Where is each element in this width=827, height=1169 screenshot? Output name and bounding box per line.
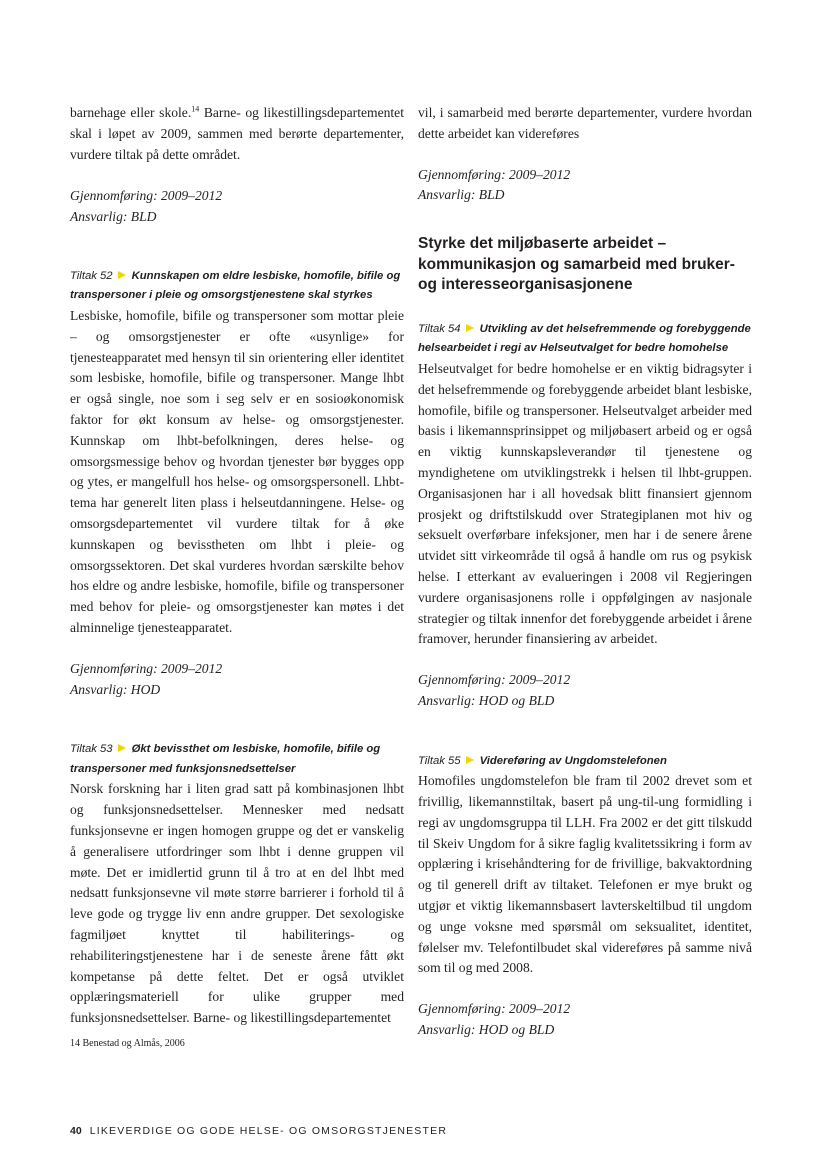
tiltak-number: Tiltak 54 — [418, 322, 461, 335]
footnote-ref: 14 — [191, 104, 200, 114]
intro-paragraph: barnehage eller skole.$^{14}$ Barne- og likestillingsdepartementet skal i løpet av 2009, sammen med berørte departementer, vurdere tiltak på dette området. — [70, 104, 404, 162]
right-column — [418, 103, 752, 1041]
responsible-party: Ansvarlig: HOD og BLD — [418, 1021, 555, 1037]
page-footer — [70, 1125, 447, 1137]
tiltak-title: Videreføring av Ungdomstelefonen — [479, 754, 667, 767]
tiltak-53-body: Norsk forskning har i liten grad satt på kombinasjonen lhbt og funksjonsnedsettelser. Mennesker med nedsatt funksjonsevne er ingen homogen gruppe og det er vanskelig å generalisere utfordringer som lhbt i denne gruppen vil møte. Det er imidlertid grunn til å tro at en del lhbt med nedsatt funksjonsevne vil møte større barrierer i forhold til å leve gode og trygge liv enn andre grupper. Det sexologiske fagmiljøet knyttet til habiliterings- og rehabiliteringstjenestene har i de seneste årene fått økt kompetanse på dette feltet. Det er også utviklet opplæringsmateriell for ulike grupper med funksjonsnedsettelser. Barne- og likestillingsdepartementet — [70, 781, 404, 1026]
tiltak-55-body: Homofiles ungdomstelefon ble fram til 2002 drevet som et frivillig, likemannstiltak, basert på ung-til-ung formidling i regi av ungdomsgruppa til LLH. Fra 2002 er det gitt tilskudd til Skeiv Ungdom for å sikre faglig kvalitetssikring i form av opplæring i krisehåndtering for de frivillige, bakvaktordning og til generell drift av tiltaket. Telefonen er mye brukt og utgjør et viktig likemannsbasert lavterskeltilbud til ungdom og unge voksne med spørsmål om seksualitet, identitet, følelser mv. Telefontilbudet skal videreføres på samme nivå som til og med 2008. — [418, 773, 752, 976]
footnote: 14 Benestad og Almås, 2006 — [70, 1037, 185, 1049]
implementation-period: Gjennomføring: 2009–2012 — [70, 660, 223, 676]
continuation-paragraph: vil, i samarbeid med berørte departementer, vurdere hvordan dette arbeidet kan videreføres — [418, 105, 752, 141]
implementation-period: Gjennomføring: 2009–2012 — [418, 1001, 571, 1017]
tiltak-title: Kunnskapen om eldre lesbiske, homofile, bifile og transpersoner i pleie og omsorgstjenestene skal styrkes — [70, 269, 401, 302]
responsible-party: Ansvarlig: BLD — [418, 187, 505, 203]
left-column — [70, 103, 404, 1051]
tiltak-number: Tiltak 52 — [70, 269, 113, 282]
section-heading: Styrke det miljøbaserte arbeidet – kommunikasjon og samarbeid med bruker- og interesseorganisasjonene — [418, 235, 735, 294]
implementation-period: Gjennomføring: 2009–2012 — [418, 166, 571, 182]
tiltak-54-body: Helseutvalget for bedre homohelse er en viktig bidragsyter i det helsefremmende og forebyggende arbeidet blant lesbiske, homofile, bifile og transpersoner. Helseutvalget arbeider med basis i likemannsprinsippet og miljøbasert arbeid og er også en viktig kunnskapsleverandør til tjenestene og myndighetene om utviklingstrekk i helsen til lhbt-gruppen. Organisasjonen har i all hovedsak blitt finansiert gjennom prosjekt og driftstilskudd over Strategiplanen mot hiv og seksuelt overførbare infeksjoner, men har i de senere årene utvidet sitt virkeområde til også å handle om rus og psykisk helse. I etterkant av evalueringen i 2008 vil Regjeringen vurdere organisasjonens rolle i oppfølgingen av nasjonale strategier og tiltak innenfor det forebyggende arbeidet i årene framover, herunder finansiering av arbeidet. — [418, 360, 752, 647]
tiltak-number: Tiltak 55 — [418, 754, 461, 767]
implementation-period: Gjennomføring: 2009–2012 — [70, 188, 223, 204]
arrow-icon — [118, 271, 126, 279]
tiltak-52-heading — [70, 267, 404, 306]
implementation-period: Gjennomføring: 2009–2012 — [418, 672, 571, 688]
running-title: LIKEVERDIGE OG GODE HELSE- OG OMSORGSTJENESTER — [89, 1125, 448, 1137]
tiltak-53-heading — [70, 740, 404, 779]
responsible-party: Ansvarlig: HOD — [70, 681, 161, 697]
tiltak-number: Tiltak 53 — [70, 743, 113, 756]
arrow-icon — [466, 756, 474, 764]
responsible-party: Ansvarlig: BLD — [70, 209, 157, 225]
tiltak-title: Utvikling av det helsefremmende og forebyggende helsearbeidet i regi av Helseutvalget for bedre homohelse — [418, 322, 751, 355]
tiltak-54-heading — [418, 320, 752, 359]
arrow-icon — [466, 324, 474, 332]
responsible-party: Ansvarlig: HOD og BLD — [418, 692, 555, 708]
arrow-icon — [118, 744, 126, 752]
page-number: 40 — [70, 1125, 82, 1137]
tiltak-52-body: Lesbiske, homofile, bifile og transpersoner som mottar pleie – og omsorgstjenester er ofte «usynlige» for tjenesteapparatet med hensyn til sin orientering eller identitet som lesbiske, homofile, bifile og transpersoner. Mange lhbt er også single, noe som i seg selv er en sosioøkonomisk faktor for økt konsum av helse- og omsorgstjenester. Kunnskap om lhbt-befolkningen, deres helse- og omsorgsmessige behov og hvordan tjenester bør bygges opp og ytes, er mangelfull hos helse- og omsorgspersonell. Lhbt-tema har generelt liten plass i helseutdanningene. Helse- og omsorgsdepartementet vil vurdere tiltak for å øke kunnskapen og bevisstheten om lhbt i pleie- og omsorgssektoren. Det skal vurderes hvordan særskilte behov hos eldre og andre lesbiske, homofile, bifile og transpersoner med behov for pleie- og omsorgstjenester kan møtes i det alminnelige tjenesteapparatet. — [70, 307, 404, 635]
tiltak-title: Økt bevissthet om lesbiske, homofile, bifile og transpersoner med funksjonsnedsettelser — [70, 743, 381, 775]
tiltak-55-heading — [418, 752, 752, 772]
